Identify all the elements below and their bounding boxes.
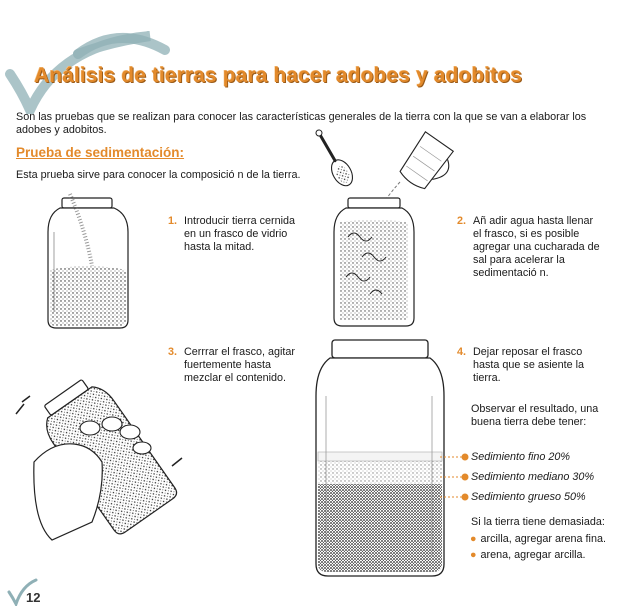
step-2 [457, 215, 627, 285]
step-1 [168, 215, 298, 275]
too-much-text: Si la tierra tiene demasiada: [471, 516, 605, 528]
step-4-number: 4. [457, 346, 467, 358]
layer-marker-fine [462, 454, 469, 461]
sediment-coarse-label: Sedimiento grueso 50% [471, 491, 586, 503]
step-1-text: Introducir tierra cernida en un frasco de vidrio hasta la mitad. [184, 215, 296, 253]
sediment-leaders [440, 450, 472, 502]
bullet-sand [470, 549, 586, 561]
bullet-clay-text: arcilla, agregar arena fina. [480, 533, 606, 545]
step-1-number: 1. [168, 215, 178, 227]
step-2-number: 2. [457, 215, 467, 227]
page-title: Análisis de tierras para hacer adobes y adobitos [34, 64, 522, 87]
sediment-fine-label: Sedimiento fino 20% [471, 451, 571, 463]
section-description: Esta prueba sirve para conocer la composició n de la tierra. [16, 169, 301, 181]
bullet-clay [470, 533, 606, 545]
page-number: 12 [26, 590, 41, 605]
jar-water-illustration [300, 122, 460, 332]
section-heading: Prueba de sedimentación: [16, 145, 185, 160]
bullet-dot-icon: ● [470, 549, 477, 561]
settled-jar-illustration [312, 336, 448, 586]
hands-shaking-jar-illustration [12, 372, 192, 542]
bullet-sand-text: arena, agregar arcilla. [480, 549, 586, 561]
step-3 [168, 346, 308, 396]
step-4 [457, 346, 627, 396]
step-2-text: Añ adir agua hasta llenar el frasco, si es posible agregar una cucharada de sal para acelerar la sedimentació n. [473, 215, 600, 279]
intro-paragraph: Son las pruebas que se realizan para conocer las características generales de la tierra con la que se van a elaborar los adobes y adobitos. [16, 111, 587, 136]
bullet-dot-icon: ● [470, 533, 477, 545]
observe-result-text: Observar el resultado, una buena tierra debe tener: [471, 403, 599, 428]
sediment-medium-label: Sedimiento mediano 30% [471, 471, 595, 483]
layer-marker-medium [462, 474, 469, 481]
layer-marker-coarse [462, 494, 469, 501]
step-4-text: Dejar reposar el frasco hasta que se asiente la tierra. [473, 346, 585, 384]
step-3-number: 3. [168, 346, 178, 358]
step-3-text: Cerrrar el frasco, agitar fuertemente hasta mezclar el contenido. [184, 346, 296, 384]
jar-soil-illustration [40, 192, 140, 332]
